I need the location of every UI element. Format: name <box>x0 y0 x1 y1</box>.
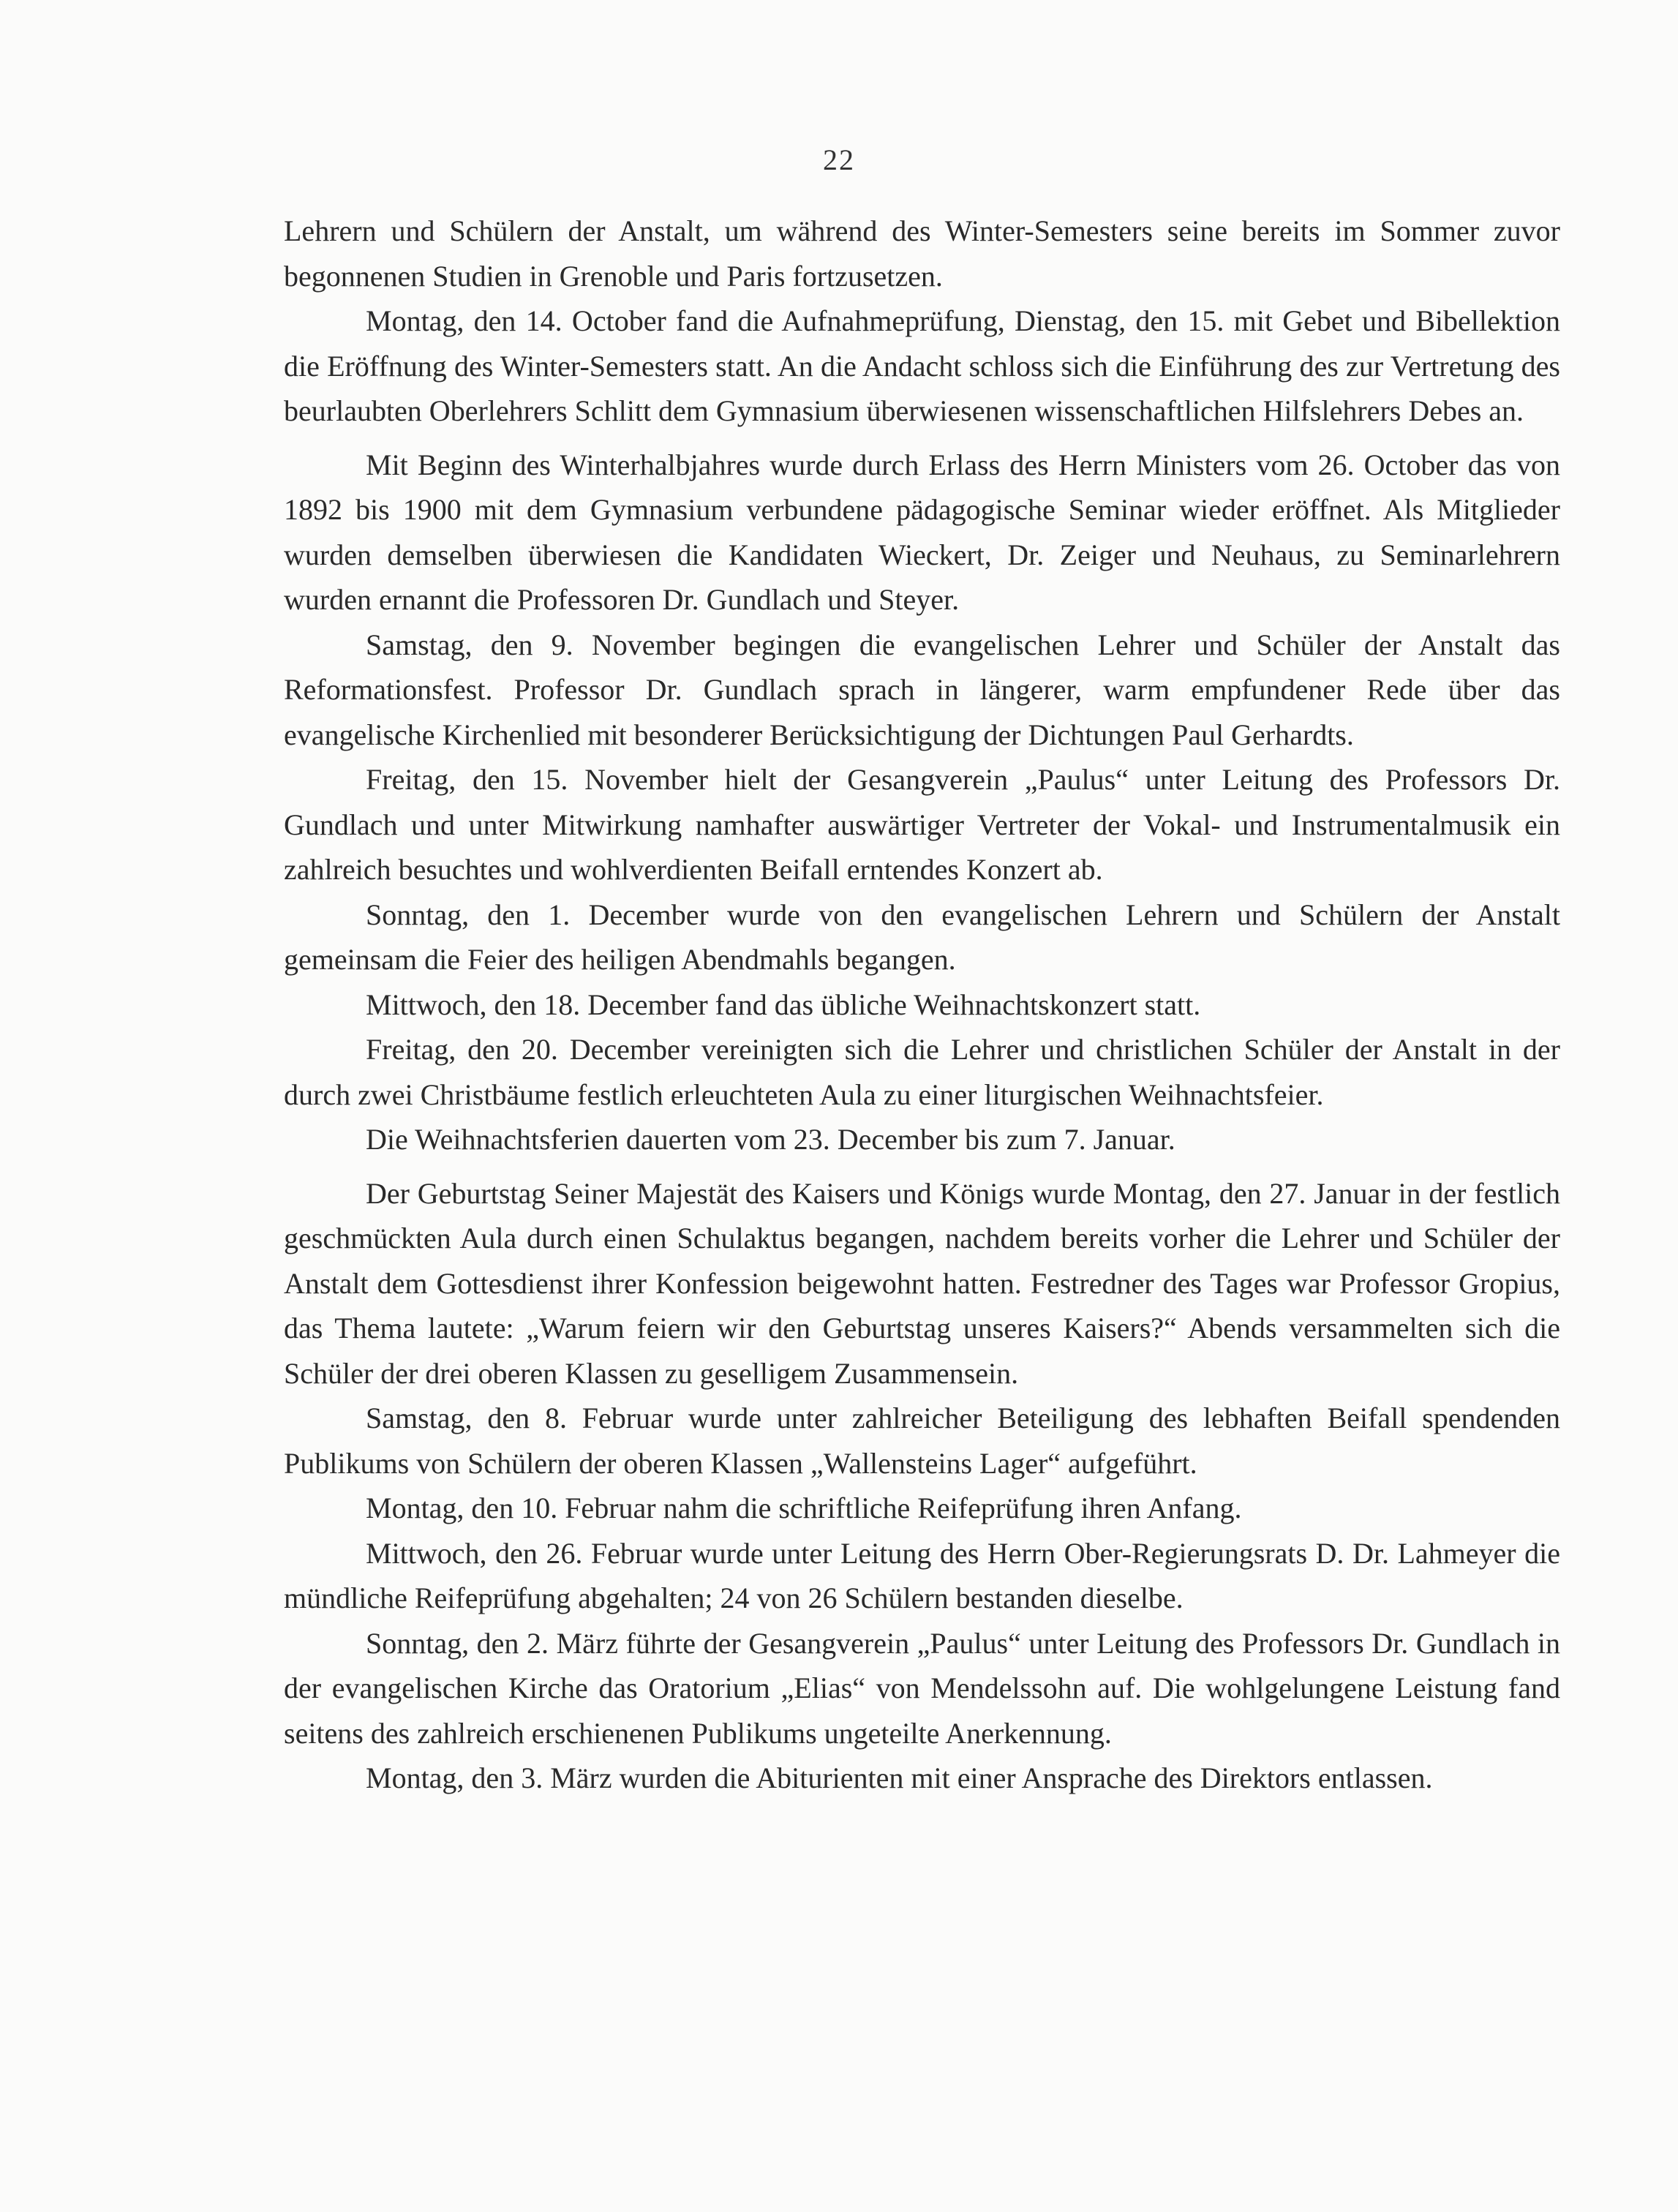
paragraph: Die Weihnachtsferien dauerten vom 23. December bis zum 7. Januar. <box>366 1123 1175 1156</box>
paragraph: Samstag, den 8. Februar wurde unter zahlreicher Beteiligung des lebhaften Beifall spendenden Publikums von Schülern der oberen Klassen „Wallensteins Lager“ aufgeführt. <box>284 1402 1560 1480</box>
paragraph: Mittwoch, den 26. Februar wurde unter Leitung des Herrn Ober-Regierungsrats D. Dr. Lahmeyer die mündliche Reifeprüfung abgehalten; 24 von 26 Schülern bestanden dieselbe. <box>284 1536 1560 1614</box>
paragraph: Montag, den 14. October fand die Aufnahmeprüfung, Dienstag, den 15. mit Gebet und Bibellektion die Eröffnung des Winter-Semesters statt. An die Andacht schloss sich die Einführung des zur Vertretung des beurlaubten Oberlehrers Schlitt dem Gymnasium überwiesenen wissenschaftlichen Hilfslehrers Debes an. <box>284 304 1560 427</box>
paragraph: Sonntag, den 2. März führte der Gesangverein „Paulus“ unter Leitung des Professors Dr. Gundlach in der evangelischen Kirche das Oratorium „Elias“ von Mendelssohn auf. Die wohlgelungene Leistung fand seitens des zahlreich erschienenen Publikums ungeteilte Anerkennung. <box>284 1626 1560 1750</box>
paragraph: Mittwoch, den 18. December fand das übliche Weihnachtskonzert statt. <box>366 988 1201 1021</box>
paragraph: Montag, den 10. Februar nahm die schriftliche Reifeprüfung ihren Anfang. <box>366 1491 1242 1524</box>
paragraph: Samstag, den 9. November begingen die evangelischen Lehrer und Schüler der Anstalt das Reformationsfest. Professor Dr. Gundlach sprach in längerer, warm empfundener Rede über das evangelische Kirchenlied mit besonderer Berücksichtigung der Dichtungen Paul Gerhardts. <box>284 628 1560 751</box>
paragraph: Freitag, den 15. November hielt der Gesangverein „Paulus“ unter Leitung des Professors Dr. Gundlach und unter Mitwirkung namhafter auswärtiger Vertreter der Vokal- und Instrumentalmusik ein zahlreich besuchtes und wohlverdienten Beifall erntendes Konzert ab. <box>284 763 1560 886</box>
paragraph: Freitag, den 20. December vereinigten sich die Lehrer und christlichen Schüler der Anstalt in der durch zwei Christbäume festlich erleuchteten Aula zu einer liturgischen Weihnachtsfeier. <box>284 1033 1560 1111</box>
paragraph: Der Geburtstag Seiner Majestät des Kaisers und Königs wurde Montag, den 27. Januar in der festlich geschmückten Aula durch einen Schulaktus begangen, nachdem bereits vorher die Lehrer und Schüler der Anstalt dem Gottesdienst ihrer Konfession beigewohnt hatten. Festredner des Tages war Professor Gropius, das Thema lautete: „Warum feiern wir den Geburtstag unseres Kaisers?“ Abends versammelten sich die Schüler der drei oberen Klassen zu geselligem Zusammensein. <box>284 1176 1560 1390</box>
paragraph: Montag, den 3. März wurden die Abiturienten mit einer Ansprache des Direktors entlassen. <box>366 1761 1433 1794</box>
paragraph: Sonntag, den 1. December wurde von den evangelischen Lehrern und Schülern der Anstalt gemeinsam die Feier des heiligen Abendmahls begangen. <box>284 898 1560 976</box>
body-text <box>284 208 1560 1801</box>
paragraph: Lehrern und Schülern der Anstalt, um während des Winter-Semesters seine bereits im Sommer zuvor begonnenen Studien in Grenoble und Paris fortzusetzen. <box>284 214 1560 293</box>
page-number: 22 <box>823 143 855 176</box>
paragraph: Mit Beginn des Winterhalbjahres wurde durch Erlass des Herrn Ministers vom 26. October das von 1892 bis 1900 mit dem Gymnasium verbundene pädagogische Seminar wieder eröffnet. Als Mitglieder wurden demselben überwiesen die Kandidaten Wieckert, Dr. Zeiger und Neuhaus, zu Seminarlehrern wurden ernannt die Professoren Dr. Gundlach und Steyer. <box>284 448 1560 616</box>
